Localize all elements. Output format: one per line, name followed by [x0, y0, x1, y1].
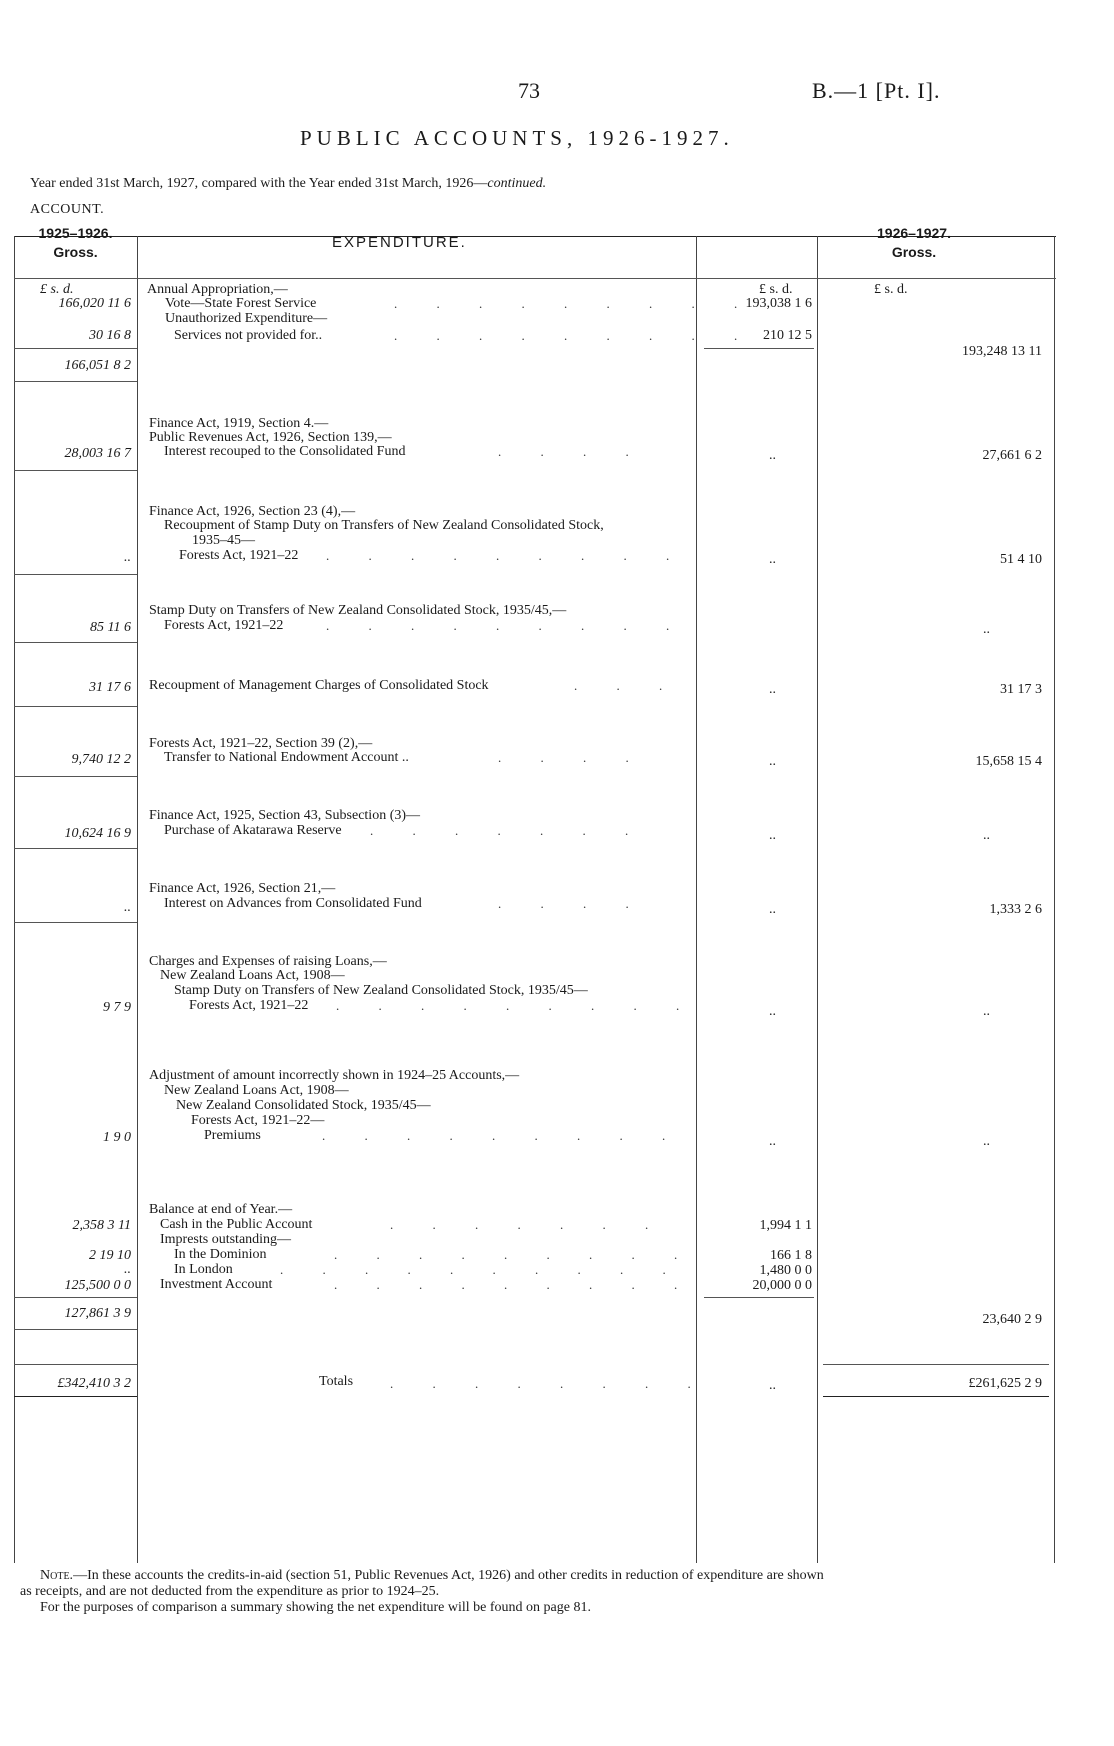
loans-line2: New Zealand Loans Act, 1908—: [160, 968, 345, 983]
totals-bottom-rule-prev: [14, 1396, 137, 1397]
finance1925-prev: 10,624 16 9: [64, 826, 131, 841]
adjustment-line2: New Zealand Loans Act, 1908—: [164, 1083, 349, 1098]
london-prev: ..: [124, 1262, 131, 1277]
leader-dots: . . . . . . . . .: [326, 548, 688, 563]
row-rule: [14, 848, 137, 849]
subtotal-rule-prev: [14, 1297, 137, 1298]
loans-line4: Forests Act, 1921–22: [189, 998, 309, 1013]
row-rule: [14, 922, 137, 923]
totals-rule-cur: [823, 1364, 1049, 1365]
services-cur: 210 12 5: [763, 328, 812, 343]
totals-rule-prev: [14, 1364, 137, 1365]
col-head-cur-year: 1926–1927.: [877, 225, 951, 241]
totals-prev: £342,410 3 2: [57, 1376, 131, 1391]
subtitle-continued: continued.: [487, 176, 547, 191]
finance1926-23-prev: ..: [124, 550, 131, 565]
loans-prev: 9 7 9: [103, 1000, 131, 1015]
recoupment-line1: Recoupment of Management Charges of Consolidated Stock: [149, 678, 489, 693]
cash-label: Cash in the Public Account: [160, 1217, 313, 1232]
cash-prev: 2,358 3 11: [72, 1218, 131, 1233]
dominion-cur: 166 1 8: [770, 1248, 812, 1263]
london-cur: 1,480 0 0: [759, 1263, 812, 1278]
finance1919-line2: Public Revenues Act, 1926, Section 139,—: [149, 430, 392, 445]
row-rule: [14, 470, 137, 471]
header-rule: [14, 278, 1056, 279]
finance1919-prev: 28,003 16 7: [64, 446, 131, 461]
loans-cur: ..: [983, 1004, 990, 1019]
vote-prev: 166,020 11 6: [58, 296, 131, 311]
col-head-cur: [774, 224, 1054, 262]
col-head-prev-year: 1925–1926.: [38, 225, 113, 241]
col-rule-prev: [137, 236, 138, 1563]
dominion-label: In the Dominion: [174, 1247, 267, 1262]
leader-dots: . . . . . . . . .: [334, 1247, 696, 1262]
finance1925-line2: Purchase of Akatarawa Reserve: [164, 823, 342, 838]
leader-dots: . . . .: [498, 750, 647, 765]
page-subtitle: [30, 176, 546, 192]
adjustment-cur: ..: [983, 1134, 990, 1149]
forests39-prev: 9,740 12 2: [71, 752, 131, 767]
finance1926-21-cur: 1,333 2 6: [989, 902, 1042, 917]
balance-total-cur: 23,640 2 9: [982, 1312, 1042, 1327]
col-head-expenditure: EXPENDITURE.: [332, 234, 467, 251]
unauth-label: Unauthorized Expenditure—: [165, 311, 328, 326]
adjustment-line3: New Zealand Consolidated Stock, 1935/45—: [176, 1098, 431, 1113]
finance1926-23-cur: 51 4 10: [1000, 552, 1042, 567]
invest-label: Investment Account: [160, 1277, 273, 1292]
finance1926-23-line1: Finance Act, 1926, Section 23 (4),—: [149, 504, 356, 519]
col-head-cur-gross: Gross.: [891, 244, 937, 260]
col-rule-inner: [817, 236, 818, 1563]
loans-inner: ..: [769, 1004, 776, 1019]
cash-cur: 1,994 1 1: [759, 1218, 812, 1233]
finance1919-cur: 27,661 6 2: [982, 448, 1042, 463]
totals-inner: ..: [769, 1378, 776, 1393]
adjustment-prev: 1 9 0: [103, 1130, 131, 1145]
page-title: PUBLIC ACCOUNTS, 1926-1927.: [300, 126, 734, 150]
row-rule: [14, 706, 137, 707]
note-label: Note.: [40, 1568, 74, 1583]
leader-dots: . . . . . . . .: [390, 1376, 709, 1391]
subtotal-rule-prev: [14, 348, 137, 349]
finance1919-line3: Interest recouped to the Consolidated Fund: [164, 444, 406, 459]
leader-dots: . . . .: [498, 896, 647, 911]
totals-cur: £261,625 2 9: [968, 1376, 1042, 1391]
adjustment-inner: ..: [769, 1134, 776, 1149]
col-rule-expenditure: [696, 236, 697, 1563]
finance1926-21-line2: Interest on Advances from Consolidated Fund: [164, 896, 422, 911]
finance1926-21-inner: ..: [769, 902, 776, 917]
expenditure-table: [14, 225, 1056, 1563]
finance1926-23-inner: ..: [769, 552, 776, 567]
stamp-duty-line2: Forests Act, 1921–22: [164, 618, 284, 633]
finance1926-21-prev: ..: [124, 900, 131, 915]
account-label: ACCOUNT.: [30, 202, 105, 217]
totals-label: Totals: [319, 1374, 354, 1389]
leader-dots: . . . . . . . . . .: [280, 1262, 684, 1277]
loans-line1: Charges and Expenses of raising Loans,—: [149, 954, 387, 969]
finance1926-21-line1: Finance Act, 1926, Section 21,—: [149, 881, 336, 896]
page-number: 73: [518, 78, 540, 103]
subtotal-rule-inner: [704, 348, 814, 349]
finance1926-23-line4: Forests Act, 1921–22: [179, 548, 299, 563]
stamp-duty-cur: ..: [983, 622, 990, 637]
adjustment-line1: Adjustment of amount incorrectly shown in 1924–25 Accounts,—: [149, 1068, 520, 1083]
table-right-rule: [1054, 236, 1055, 1563]
annual-total-cur: 193,248 13 11: [962, 344, 1042, 359]
subtotal-rule-inner: [704, 1297, 814, 1298]
leader-dots: . . . . . . . . .: [326, 618, 688, 633]
balance-subtotal-prev: 127,861 3 9: [64, 1306, 131, 1321]
annual-heading: Annual Appropriation,—: [147, 282, 288, 297]
unit-inner: £ s. d.: [759, 282, 793, 297]
note-line2: as receipts, and are not deducted from the expenditure as prior to 1924–25.: [20, 1584, 440, 1599]
recoupment-cur: 31 17 3: [1000, 682, 1042, 697]
stamp-duty-line1: Stamp Duty on Transfers of New Zealand Consolidated Stock, 1935/45,—: [149, 603, 567, 618]
leader-dots: . . . . . . .: [390, 1217, 667, 1232]
leader-dots: . . . . . . . . .: [394, 296, 756, 311]
row-rule: [14, 574, 137, 575]
imprests-label: Imprests outstanding—: [160, 1232, 292, 1247]
forests39-line1: Forests Act, 1921–22, Section 39 (2),—: [149, 736, 373, 751]
note-line3: For the purposes of comparison a summary showing the net expenditure will be found on page 81.: [40, 1600, 591, 1615]
document-reference: B.—1 [Pt. I].: [812, 78, 941, 103]
vote-cur: 193,038 1 6: [745, 296, 812, 311]
finance1925-cur: ..: [983, 828, 990, 843]
invest-prev: 125,500 0 0: [64, 1278, 131, 1293]
adjustment-line4: Forests Act, 1921–22—: [191, 1113, 325, 1128]
services-label: Services not provided for..: [174, 328, 323, 343]
annual-subtotal-prev: 166,051 8 2: [64, 358, 131, 373]
totals-bottom-rule-cur: [823, 1396, 1049, 1397]
services-prev: 30 16 8: [89, 328, 131, 343]
finance1919-line1: Finance Act, 1919, Section 4.—: [149, 416, 329, 431]
finance1925-inner: ..: [769, 828, 776, 843]
leader-dots: . . . . . . .: [370, 823, 647, 838]
recoupment-inner: ..: [769, 682, 776, 697]
col-head-prev-gross: Gross.: [53, 244, 98, 260]
finance1926-23-line2: Recoupment of Stamp Duty on Transfers of New Zealand Consolidated Stock,: [164, 518, 604, 533]
finance1919-inner: ..: [769, 448, 776, 463]
stamp-duty-prev: 85 11 6: [90, 620, 131, 635]
note-line1: [40, 1568, 824, 1584]
leader-dots: . . . . . . . . .: [334, 1277, 696, 1292]
dominion-prev: 2 19 10: [89, 1248, 131, 1263]
unit-outer: £ s. d.: [874, 282, 908, 297]
vote-label: Vote—State Forest Service: [165, 296, 317, 311]
leader-dots: . . . . . . . . .: [322, 1128, 684, 1143]
leader-dots: . . . . . . . . .: [394, 328, 756, 343]
finance1925-line1: Finance Act, 1925, Section 43, Subsection (3)—: [149, 808, 421, 823]
row-rule: [14, 642, 137, 643]
subtitle-text: Year ended 31st March, 1927, compared with the Year ended 31st March, 1926—: [30, 176, 488, 191]
leader-dots: . . .: [574, 678, 681, 693]
forests39-line2: Transfer to National Endowment Account ..: [164, 750, 409, 765]
recoupment-prev: 31 17 6: [89, 680, 131, 695]
row-rule: [14, 776, 137, 777]
unit-prev: £ s. d.: [40, 282, 74, 297]
balance-heading: Balance at end of Year.—: [149, 1202, 293, 1217]
loans-line3: Stamp Duty on Transfers of New Zealand Consolidated Stock, 1935/45—: [174, 983, 588, 998]
invest-cur: 20,000 0 0: [752, 1278, 812, 1293]
adjustment-line5: Premiums: [204, 1128, 261, 1143]
forests39-inner: ..: [769, 754, 776, 769]
finance1926-23-line3: 1935–45—: [192, 533, 255, 548]
forests39-cur: 15,658 15 4: [975, 754, 1042, 769]
leader-dots: . . . .: [498, 444, 647, 459]
london-label: In London: [174, 1262, 233, 1277]
note-text: —In these accounts the credits-in-aid (section 51, Public Revenues Act, 1926) and other credits in reduction of expenditure are shown: [73, 1568, 824, 1583]
leader-dots: . . . . . . . . .: [336, 998, 698, 1013]
col-head-prev: [14, 224, 137, 262]
row-rule: [14, 381, 137, 382]
row-rule: [14, 1329, 137, 1330]
